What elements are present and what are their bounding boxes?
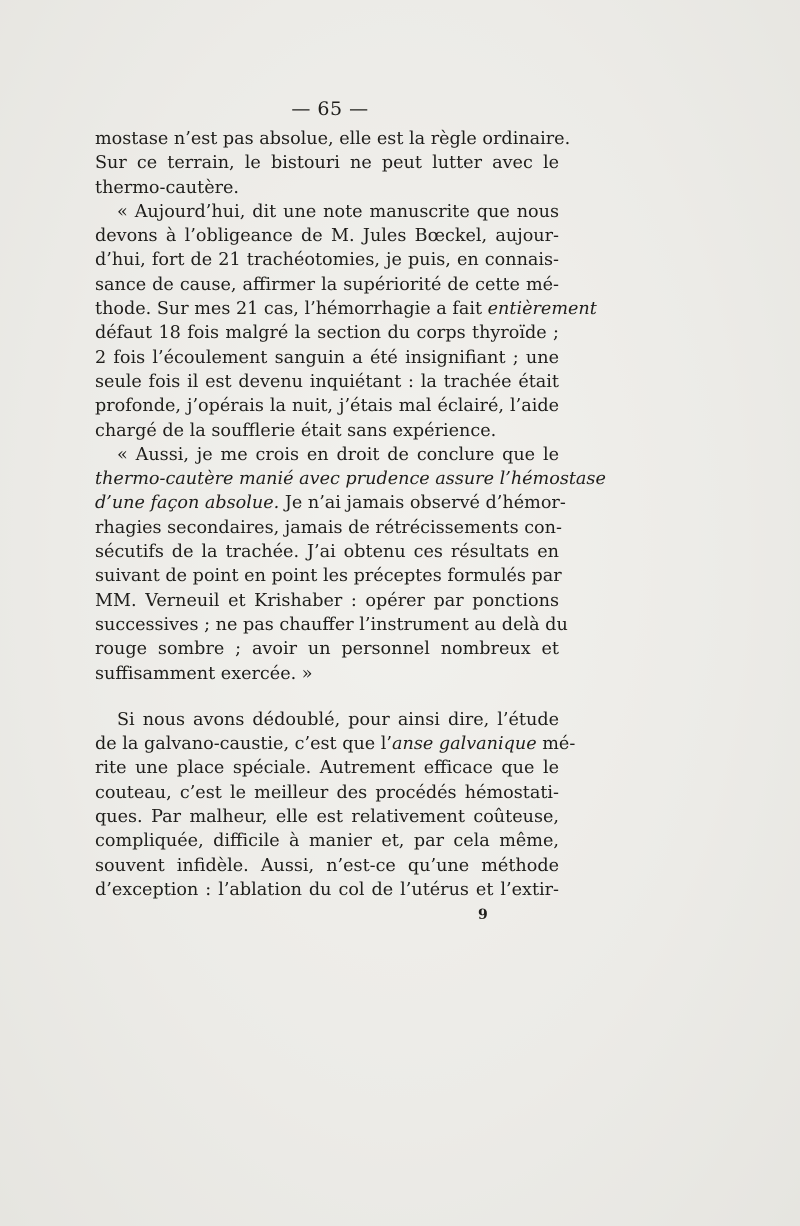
text-line: rite une place spéciale. Autrement efficace que le — [95, 758, 559, 779]
page-number: — 65 — — [291, 98, 369, 120]
text-line: chargé de la soufflerie était sans expérience. — [95, 420, 497, 441]
text-segment: de la galvano-caustie, c’est que l’ — [95, 734, 393, 755]
text-line — [95, 467, 606, 491]
text-line: MM. Verneuil et Krishaber : opérer par ponctions — [95, 590, 559, 611]
text-line: sance de cause, affirmer la supériorité de cette mé- — [95, 274, 559, 295]
text-line: mostase n’est pas absolue, elle est la règle ordinaire. — [95, 129, 571, 149]
text-line: profonde, j’opérais la nuit, j’étais mal éclairé, l’aide — [95, 396, 559, 417]
text-line — [95, 297, 597, 321]
text-line: Si nous avons dédoublé, pour ainsi dire, l’étude — [117, 709, 559, 730]
text-line: « Aussi, je me crois en droit de conclure que le — [117, 444, 559, 465]
paragraph-gap — [95, 686, 559, 708]
text-line: Sur ce terrain, le bistouri ne peut lutter avec le — [95, 153, 559, 174]
text-line — [95, 491, 566, 515]
text-line: défaut 18 fois malgré la section du corps thyroïde ; — [95, 323, 559, 344]
text-line: devons à l’obligeance de M. Jules Bœckel, aujour- — [95, 226, 559, 247]
text-line: successives ; ne pas chauffer l’instrument au delà du — [95, 614, 568, 635]
text-line: souvent infidèle. Aussi, n’est-ce qu’une méthode — [95, 855, 559, 876]
text-line: compliquée, difficile à manier et, par cela même, — [95, 831, 559, 852]
text-line: couteau, c’est le meilleur des procédés hémostati- — [95, 782, 559, 803]
text-line: sécutifs de la trachée. J’ai obtenu ces résultats en — [95, 542, 559, 563]
signature-mark: 9 — [478, 907, 488, 923]
text-segment: mé- — [536, 734, 576, 755]
text-line: d’exception : l’ablation du col de l’utérus et l’extir- — [95, 879, 559, 900]
text-line: ques. Par malheur, elle est relativement coûteuse, — [95, 807, 559, 828]
italic-text: d’une façon absolue. — [95, 493, 280, 514]
text-line: thermo-cautère. — [95, 177, 240, 198]
text-segment: Je n’ai jamais observé d’hémor- — [279, 493, 566, 514]
text-line: d’hui, fort de 21 trachéotomies, je puis, en connais- — [95, 250, 559, 271]
body-text — [95, 127, 606, 902]
text-line: « Aujourd’hui, dit une note manuscrite que nous — [117, 201, 559, 222]
text-line: suivant de point en point les préceptes formulés par — [95, 566, 562, 587]
italic-text: anse galvanique — [392, 734, 537, 755]
text-line — [95, 732, 576, 756]
italic-text: thermo-cautère manié avec prudence assure l’hémostase — [95, 469, 606, 490]
text-line: 2 fois l’écoulement sanguin a été insignifiant ; une — [95, 347, 559, 368]
text-segment: thode. Sur mes 21 cas, l’hémorrhagie a fait — [95, 299, 488, 320]
text-line: suffisamment exercée. » — [95, 663, 313, 684]
text-line: seule fois il est devenu inquiétant : la trachée était — [95, 371, 559, 392]
italic-text: entièrement — [487, 299, 597, 320]
text-line: rhagies secondaires, jamais de rétrécissements con- — [95, 517, 562, 538]
text-line: rouge sombre ; avoir un personnel nombreux et — [95, 639, 559, 660]
